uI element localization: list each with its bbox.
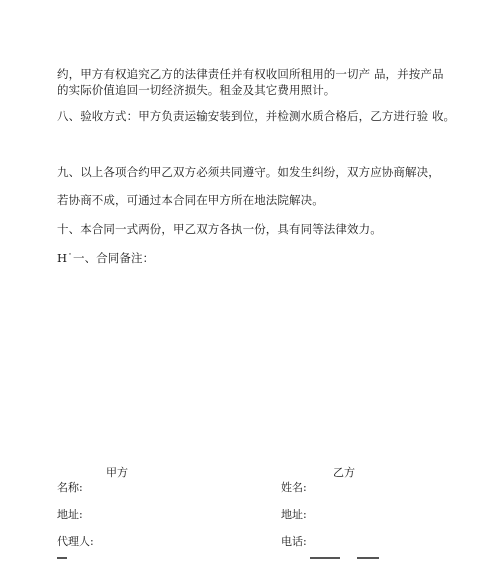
party-a-agent-label: 代理人: xyxy=(57,535,94,548)
party-b-heading: 乙方 xyxy=(333,466,355,479)
cut-off-next-line xyxy=(57,557,477,565)
party-b-phone-label: 电话: xyxy=(281,535,307,548)
text-fragment xyxy=(310,557,340,559)
clause-11-remarks: H˙一、合同备注： xyxy=(57,251,155,265)
clause-8: 八、验收方式：甲方负责运输安装到位，并检测水质合格后，乙方进行验 收。 xyxy=(57,109,456,123)
clause-9-line-2: 若协商不成，可通过本合同在甲方所在地法院解决。 xyxy=(57,193,324,207)
party-b-address-label: 地址: xyxy=(281,508,307,521)
party-a-address-label: 地址: xyxy=(57,508,83,521)
party-a-name-label: 名称: xyxy=(57,481,83,494)
clause-7-line-2: 的实际价值追回一切经济损失。租金及其它费用照计。 xyxy=(57,83,336,97)
clause-7-line-1: 约，甲方有权追究乙方的法律责任并有权收回所租用的一切产 品，并按产品 xyxy=(57,67,444,81)
clause-10: 十、本合同一式两份，甲乙双方各执一份，具有同等法律效力。 xyxy=(57,222,382,236)
clause-9-line-1: 九、以上各项合约甲乙双方必须共同遵守。如发生纠纷，双方应协商解决， xyxy=(57,165,440,179)
party-b-name-label: 姓名: xyxy=(281,481,307,494)
text-fragment xyxy=(57,557,67,559)
party-a-heading: 甲方 xyxy=(106,466,128,479)
text-fragment xyxy=(357,557,379,559)
